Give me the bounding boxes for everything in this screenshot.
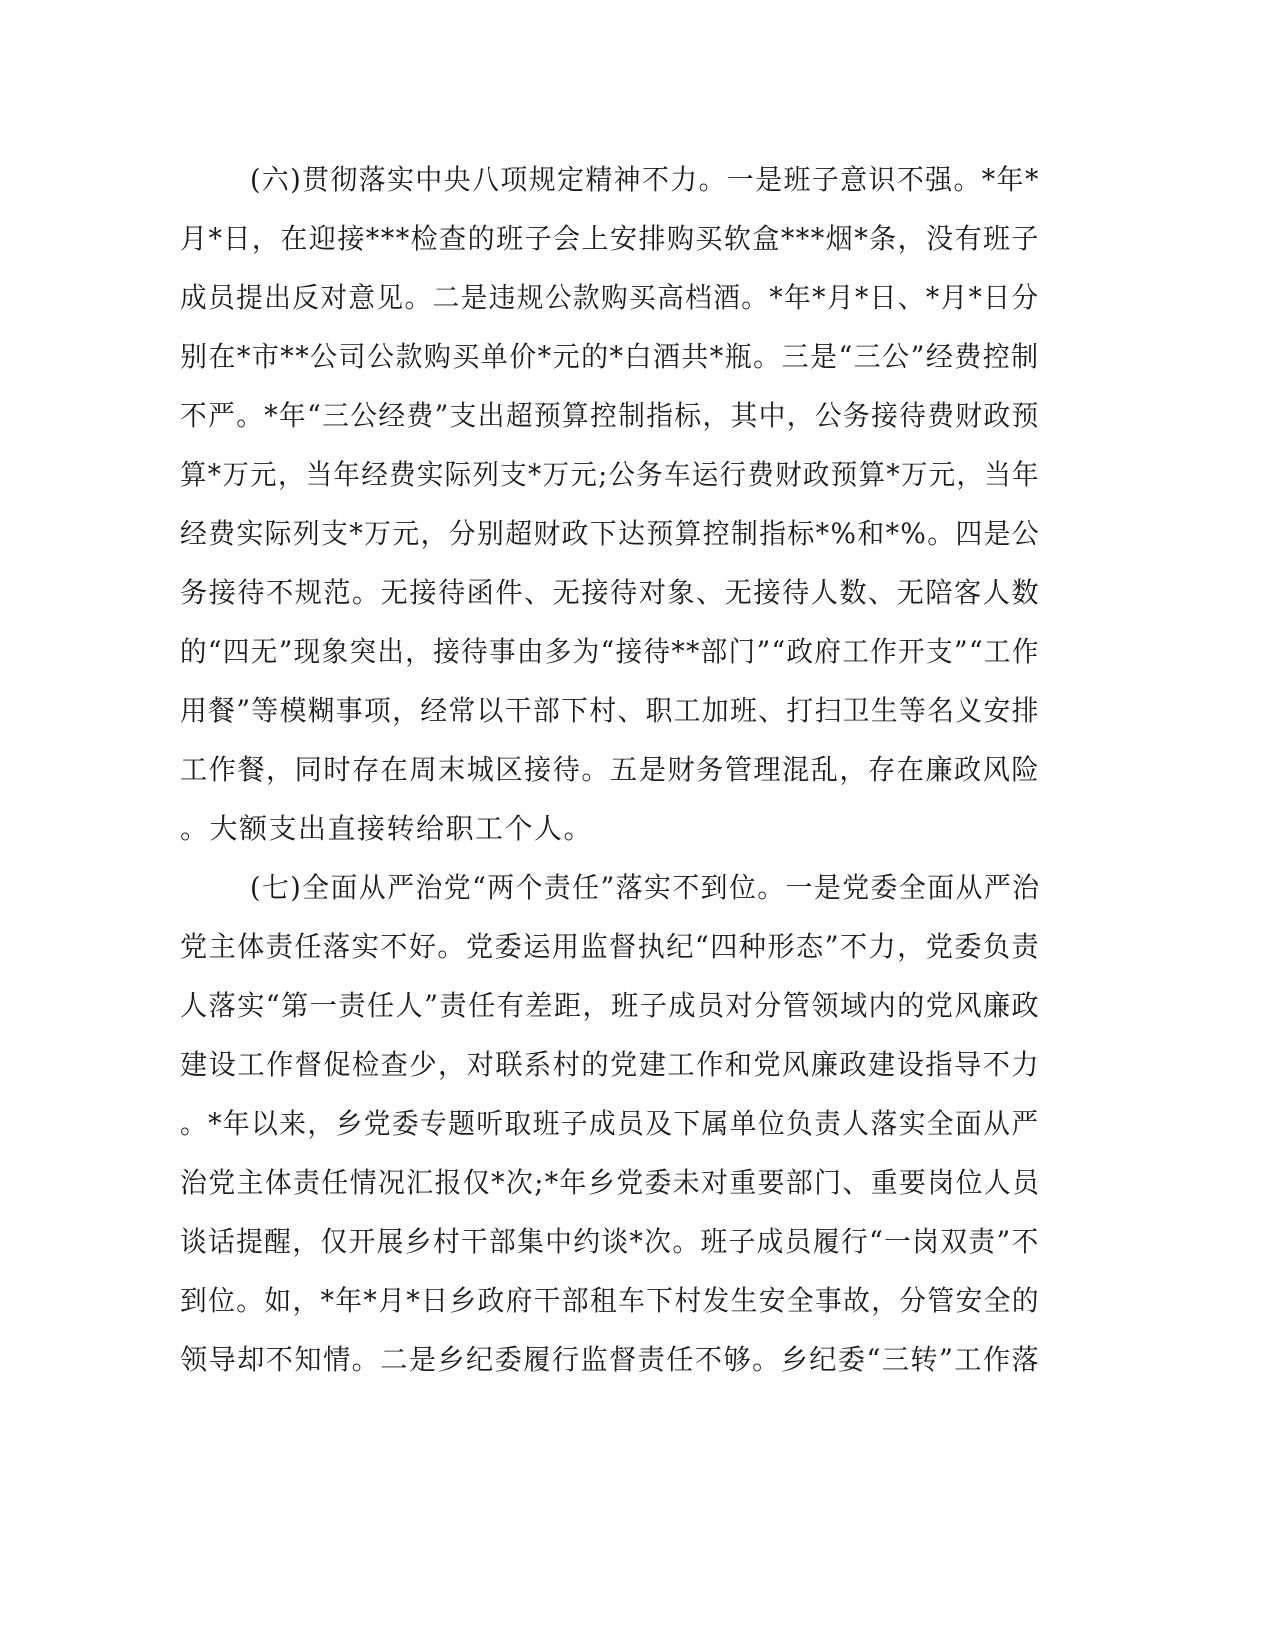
text-line: 建设工作督促检查少，对联系村的党建工作和党风廉政建设指导不力 [180, 1048, 1041, 1081]
text-line: 别在*市**公司公款购买单价*元的*白酒共*瓶。三是“三公”经费控制 [180, 340, 1040, 373]
text-line: 。*年以来，乡党委专题听取班子成员及下属单位负责人落实全面从严 [180, 1107, 1040, 1140]
text-line: 工作餐，同时存在周末城区接待。五是财务管理混乱，存在廉政风险 [180, 753, 1041, 786]
text-line: 领导却不知情。二是乡纪委履行监督责任不够。乡纪委“三转”工作落 [180, 1343, 1041, 1376]
text-line: 算*万元，当年经费实际列支*万元;公务车运行费财政预算*万元，当年 [180, 458, 1040, 491]
text-line: 不严。*年“三公经费”支出超预算控制指标，其中，公务接待费财政预 [180, 399, 1040, 432]
text-line: 治党主体责任情况汇报仅*次;*年乡党委未对重要部门、重要岗位人员 [180, 1166, 1041, 1199]
text-line: 党主体责任落实不好。党委运用监督执纪“四种形态”不力，党委负责 [180, 930, 1041, 963]
text-line: 成员提出反对意见。二是违规公款购买高档酒。*年*月*日、*月*日分 [180, 281, 1040, 314]
text-line: 用餐”等模糊事项，经常以干部下村、职工加班、打扫卫生等名义安排 [180, 694, 1040, 727]
text-line: 经费实际列支*万元，分别超财政下达预算控制指标*%和*%。四是公 [180, 517, 1041, 550]
text-line: (七)全面从严治党“两个责任”落实不到位。一是党委全面从严治 [250, 871, 1041, 904]
text-line: 人落实“第一责任人”责任有差距，班子成员对分管领域内的党风廉政 [180, 989, 1041, 1022]
text-line: 。大额支出直接转给职工个人。 [180, 812, 594, 845]
text-line: 月*日，在迎接***检查的班子会上安排购买软盒***烟*条，没有班子 [180, 222, 1041, 255]
text-line: 务接待不规范。无接待函件、无接待对象、无接待人数、无陪客人数 [180, 576, 1041, 609]
text-line: 到位。如，*年*月*日乡政府干部租车下村发生安全事故，分管安全的 [180, 1284, 1040, 1317]
text-line: 谈话提醒，仅开展乡村干部集中约谈*次。班子成员履行“一岗双责”不 [180, 1225, 1040, 1258]
text-line: 的“四无”现象突出，接待事由多为“接待**部门”“政府工作开支”“工作 [180, 635, 1040, 668]
text-line: (六)贯彻落实中央八项规定精神不力。一是班子意识不强。*年* [250, 163, 1040, 196]
